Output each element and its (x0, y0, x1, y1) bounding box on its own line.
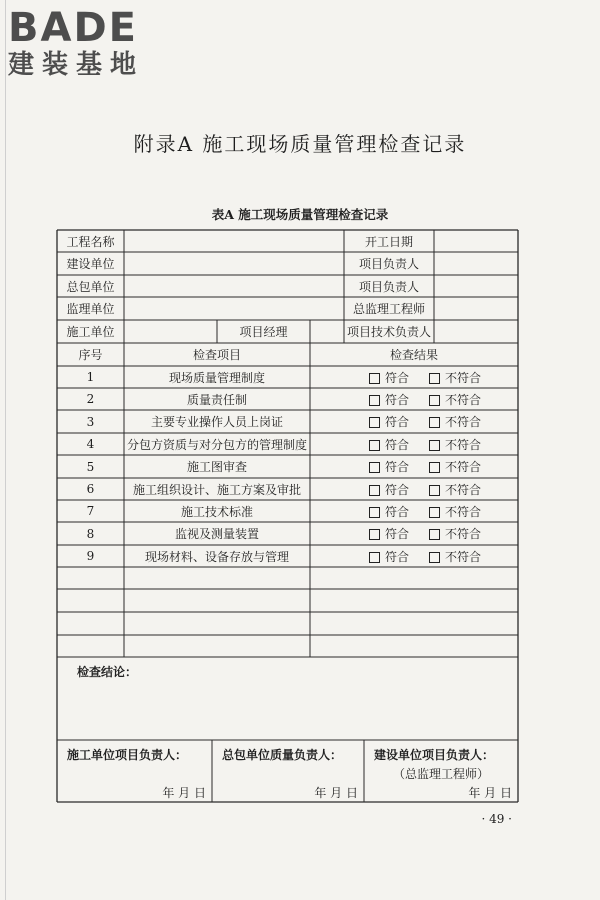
item-name: 施工图审查 (186, 460, 247, 474)
checkbox-square[interactable] (369, 395, 380, 406)
checkbox-square[interactable] (429, 529, 440, 540)
checkbox-label: 不符合 (445, 482, 482, 497)
checkbox-label: 符合 (384, 370, 409, 385)
checkbox-label: 符合 (384, 549, 409, 564)
item-number: 3 (86, 414, 95, 429)
checkbox-square[interactable] (429, 507, 440, 518)
checkbox-label: 不符合 (445, 527, 482, 541)
item-number: 7 (86, 504, 95, 518)
signature-title: 建设单位项目负责人： (374, 747, 495, 762)
checkbox-label: 不符合 (445, 370, 482, 385)
conclusion-label: 检查结论： (77, 664, 138, 679)
checkbox-label: 不符合 (445, 549, 482, 564)
checkbox-square[interactable] (429, 552, 440, 563)
checkbox-label: 符合 (384, 504, 409, 519)
inspection-form (57, 230, 518, 802)
item-result (310, 388, 518, 410)
item-number: 4 (86, 437, 95, 451)
checkbox-square[interactable] (369, 507, 380, 518)
checkbox-label: 符合 (384, 527, 409, 541)
header-label: 工程名称 (66, 234, 115, 249)
checkbox-label: 不符合 (445, 504, 482, 519)
column-header-result: 检查结果 (389, 348, 438, 362)
item-name: 分包方资质与对分包方的管理制度 (126, 437, 307, 452)
item-name: 施工技术标准 (180, 504, 253, 519)
item-name: 质量责任制 (186, 392, 247, 407)
column-header-no: 序号 (78, 348, 103, 362)
header-name-field[interactable] (124, 297, 344, 320)
page-number: · 49 · (481, 812, 512, 826)
brand-logo (8, 6, 178, 80)
item-name: 监视及测量装置 (174, 527, 259, 541)
checkbox-pass[interactable] (369, 369, 409, 386)
checkbox-label: 不符合 (445, 415, 482, 429)
column-header-item: 检查项目 (192, 348, 241, 362)
header-value-field[interactable] (434, 275, 518, 297)
item-result (310, 500, 518, 522)
checkbox-square[interactable] (429, 373, 440, 384)
checkbox-fail[interactable] (429, 481, 481, 498)
signature-date: 年 月 日 (162, 785, 206, 800)
header-right-label: 项目负责人 (358, 257, 419, 271)
item-number: 5 (86, 459, 95, 474)
item-number: 1 (86, 370, 95, 384)
item-result (310, 433, 518, 455)
checkbox-pass[interactable] (369, 436, 409, 453)
checkbox-fail[interactable] (429, 458, 481, 475)
checkbox-fail[interactable] (429, 525, 481, 542)
logo-subtitle: 建装基地 (8, 50, 145, 80)
checkbox-label: 不符合 (445, 392, 482, 407)
checkbox-label: 不符合 (445, 437, 482, 452)
header-value-field[interactable] (434, 230, 518, 252)
item-number: 6 (86, 482, 95, 496)
checkbox-fail[interactable] (429, 369, 481, 386)
checkbox-label: 符合 (384, 482, 409, 497)
checkbox-fail[interactable] (429, 436, 481, 453)
checkbox-pass[interactable] (369, 525, 409, 542)
checkbox-fail[interactable] (429, 548, 481, 565)
checkbox-square[interactable] (429, 462, 440, 473)
header-right-label: 项目技术负责人 (346, 325, 431, 339)
logo-wordmark: BADE (8, 5, 138, 51)
checkbox-pass[interactable] (369, 548, 409, 565)
header-name-field[interactable] (124, 230, 344, 252)
header-label: 施工单位 (66, 325, 115, 339)
item-number: 8 (86, 526, 95, 541)
checkbox-fail[interactable] (429, 503, 481, 520)
checkbox-square[interactable] (369, 485, 380, 496)
item-result (310, 410, 518, 433)
header-label: 建设单位 (66, 257, 115, 271)
checkbox-square[interactable] (429, 417, 440, 428)
appendix-heading: 附录A 施工现场质量管理检查记录 (133, 132, 467, 156)
signature-date: 年 月 日 (468, 785, 512, 800)
checkbox-label: 符合 (384, 460, 409, 474)
item-name: 现场材料、设备存放与管理 (144, 549, 289, 564)
checkbox-label: 符合 (384, 415, 409, 429)
table-caption: 表A 施工现场质量管理检查记录 (211, 207, 389, 222)
checkbox-pass[interactable] (369, 503, 409, 520)
checkbox-pass[interactable] (369, 481, 409, 498)
checkbox-label: 不符合 (445, 460, 482, 474)
item-result (310, 455, 518, 478)
item-number: 2 (86, 392, 95, 406)
header-right-label: 开工日期 (364, 234, 413, 249)
header-right-label: 项目负责人 (358, 279, 419, 294)
checkbox-pass[interactable] (369, 458, 409, 475)
header-label: 总包单位 (66, 279, 115, 294)
header-value-field[interactable] (434, 252, 518, 275)
signature-title: 总包单位质量负责人： (222, 747, 343, 762)
checkbox-square[interactable] (369, 552, 380, 563)
checkbox-square[interactable] (369, 529, 380, 540)
checkbox-square[interactable] (429, 395, 440, 406)
checkbox-square[interactable] (369, 373, 380, 384)
checkbox-square[interactable] (369, 462, 380, 473)
checkbox-square[interactable] (369, 440, 380, 451)
item-name: 主要专业操作人员上岗证 (150, 415, 283, 429)
checkbox-square[interactable] (369, 417, 380, 428)
header-value-field[interactable] (434, 297, 518, 320)
header-value-field[interactable] (434, 320, 518, 343)
checkbox-fail[interactable] (429, 413, 481, 430)
header-name-field[interactable] (124, 320, 217, 343)
checkbox-label: 符合 (384, 437, 409, 452)
checkbox-pass[interactable] (369, 413, 409, 430)
header-mid-label: 项目经理 (239, 325, 288, 339)
item-number: 9 (86, 549, 95, 563)
item-name: 现场质量管理制度 (168, 370, 265, 385)
checkbox-fail[interactable] (429, 391, 481, 408)
checkbox-square[interactable] (429, 440, 440, 451)
header-name-field[interactable] (124, 275, 344, 297)
checkbox-square[interactable] (429, 485, 440, 496)
signature-title: 施工单位项目负责人： (67, 747, 188, 762)
header-right-label: 总监理工程师 (352, 302, 425, 316)
item-result (310, 522, 518, 545)
item-result (310, 478, 518, 500)
signature-date: 年 月 日 (314, 785, 358, 800)
signature-subtitle: （总监理工程师） (392, 766, 489, 781)
checkbox-pass[interactable] (369, 391, 409, 408)
item-result (310, 366, 518, 388)
item-name: 施工组织设计、施工方案及审批 (132, 482, 301, 497)
item-result (310, 545, 518, 567)
header-name-field[interactable] (124, 252, 344, 275)
checkbox-label: 符合 (384, 392, 409, 407)
header-label: 监理单位 (66, 302, 115, 316)
